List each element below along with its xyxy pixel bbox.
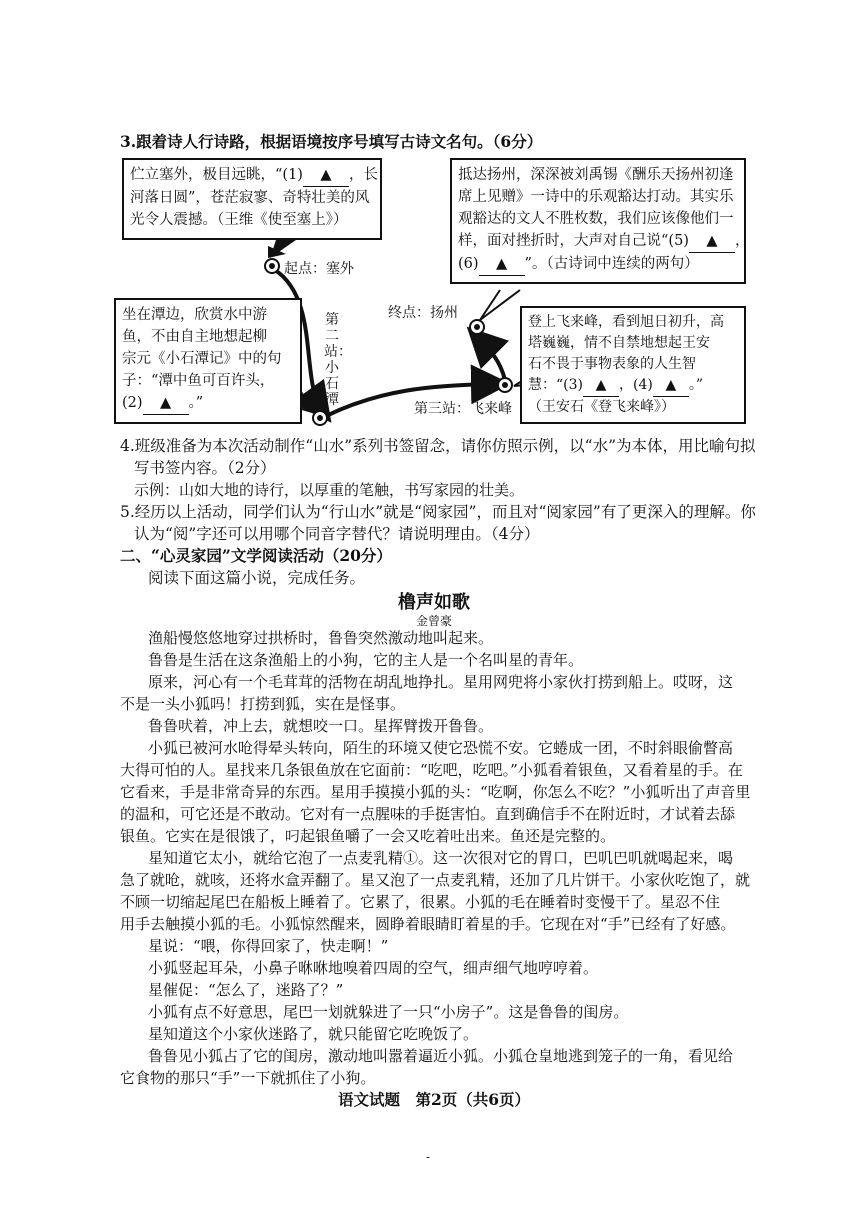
callout-feilaifeng: 登上飞来峰，看到旭日初升，高 塔巍巍，情不自禁地想起王安 石不畏于事物表象的人生智 慧：“(3) ▲ ，(4) ▲ 。” （王安石《登飞来峰》） — [520, 306, 746, 424]
story-line: 用手去触摸小狐的毛。小狐惊然醒来，圆睁着眼睛盯着星的手。它现在对“手”已经有了好感。 — [120, 915, 736, 933]
end-marker-icon — [470, 320, 484, 334]
q4-line2: 写书签内容。（2分） — [134, 459, 276, 477]
page-footer: 语文试题 第2页（共6页） — [337, 1090, 531, 1109]
route-stop3-to-end — [478, 338, 505, 380]
story-line: 它食物的那只“手”一下就抓住了小狗。 — [120, 1069, 376, 1087]
q4-line1: 4.班级准备为本次活动制作“山水”系列书签留念，请你仿照示例，以“水”为本体，用比喻句拟 — [120, 437, 756, 455]
callout-wang-wei: 伫立塞外，极目远眺，“(1) ▲ ，长 河落日圆”，苍茫寂寥、奇特壮美的风 光令人震撼。（王维《使至塞上》） — [122, 158, 382, 240]
section2-heading: 二、“心灵家园”文学阅读活动（20分） — [120, 546, 392, 565]
stop2-label: 第二站：小石潭 — [324, 312, 352, 408]
story-line: 星催促：“怎么了，迷路了？” — [148, 981, 344, 999]
bottom-mark: - — [426, 1150, 431, 1164]
stop2-marker-icon — [313, 411, 327, 425]
section2-instruction: 阅读下面这篇小说，完成任务。 — [148, 569, 366, 587]
q4-example: 示例：山如大地的诗行，以厚重的笔触，书写家园的壮美。 — [134, 481, 525, 499]
story-line: 渔船慢悠悠地穿过拱桥时，鲁鲁突然激动地叫起来。 — [148, 629, 494, 647]
story-line: 鲁鲁是生活在这条渔船上的小狗，它的主人是一个名叫星的青年。 — [148, 651, 584, 669]
story-line: 星说：“喂，你得回家了，快走啊！” — [148, 937, 389, 955]
callout-liu-yuxi: 抵达扬州，深深被刘禹锡《酬乐天扬州初逢 席上见赠》一诗中的乐观豁达打动。其实乐 观豁达的文人不胜枚数，我们应该像他们一 样，面对挫折时，大声对自己说“(5) ▲ ， (6) ▲ ”。（古诗词中连续的两句） — [450, 158, 746, 284]
story-title: 橹声如歌 — [398, 592, 470, 613]
stop3-marker-icon — [498, 378, 512, 392]
start-label: 起点：塞外 — [284, 261, 354, 277]
story-line: 大得可怕的人。星找来几条银鱼放在它面前：“吃吧，吃吧。”小狐看着银鱼，又看着星的手。在 — [120, 761, 743, 779]
stop3-label: 第三站：飞来峰 — [414, 401, 512, 417]
story-line: 的温和，可它还是不敢动。它对有一点腥味的手挺害怕。直到确信手不在附近时，才试着去舔 — [120, 805, 736, 823]
q5-line1: 5.经历以上活动，同学们认为“行山水”就是“阅家园”，而且对“阅家园”有了更深入的理解。你 — [120, 503, 756, 521]
story-line: 鲁鲁见小狐占了它的闺房，激动地叫嚣着逼近小狐。小狐仓皇地逃到笼子的一角，看见给 — [148, 1047, 734, 1065]
story-line: 鲁鲁吠着，冲上去，就想咬一口。星挥臂拨开鲁鲁。 — [148, 717, 494, 735]
story-line: 小狐竖起耳朵，小鼻子咻咻地嗅着四周的空气，细声细气地哼哼着。 — [148, 959, 599, 977]
q3-stem: 3.跟着诗人行诗路，根据语境按序号填写古诗文名句。（6分） — [120, 132, 543, 151]
story-author: 金曾豪 — [415, 614, 452, 628]
story-line: 不顾一切缩起尾巴在船板上睡着了。它累了，很累。小狐的毛在睡着时变慢干了。星忍不住 — [120, 893, 721, 911]
story-line: 不是一头小狐吗！打捞到狐，实在是怪事。 — [120, 695, 406, 713]
end-label: 终点：扬州 — [388, 305, 458, 321]
story-line: 它看来，手是非常奇异的东西。星用手摸摸小狐的头：“吃啊，你怎么不吃？”小狐听出了声音里 — [120, 783, 751, 801]
story-line: 原来，河心有一个毛茸茸的活物在胡乱地挣扎。星用网兜将小家伙打捞到船上。哎呀，这 — [148, 673, 734, 691]
story-line: 星知道它太小，就给它泡了一点麦乳精①。这一次很对它的胃口，巴叽巴叽就喝起来，喝 — [148, 849, 734, 867]
q5-line2: 认为“阅”字还可以用哪个同音字替代？请说明理由。（4分） — [134, 525, 540, 543]
story-line: 星知道这个小家伙迷路了，就只能留它吃晚饭了。 — [148, 1025, 479, 1043]
callout-xiaoshitan: 坐在潭边，欣赏水中游 鱼，不由自主地想起柳 宗元《小石潭记》中的句 子：“潭中鱼可百许头， (2) ▲ 。” — [114, 298, 302, 424]
story-line: 急了就呛，就咳，还将水盒弄翻了。星又泡了一点麦乳精，还加了几片饼干。小家伙吃饱了，就 — [120, 871, 751, 889]
story-line: 小狐已被河水呛得晕头转向，陌生的环境又使它恐慌不安。它蜷成一团，不时斜眼偷瞥高 — [148, 739, 734, 757]
story-line: 小狐有点不好意思，尾巴一划就躲进了一只“小房子”。这是鲁鲁的闺房。 — [148, 1003, 629, 1021]
story-line: 银鱼。它实在是很饿了，叼起银鱼嚼了一会又吃着吐出来。鱼还是完整的。 — [120, 827, 616, 845]
